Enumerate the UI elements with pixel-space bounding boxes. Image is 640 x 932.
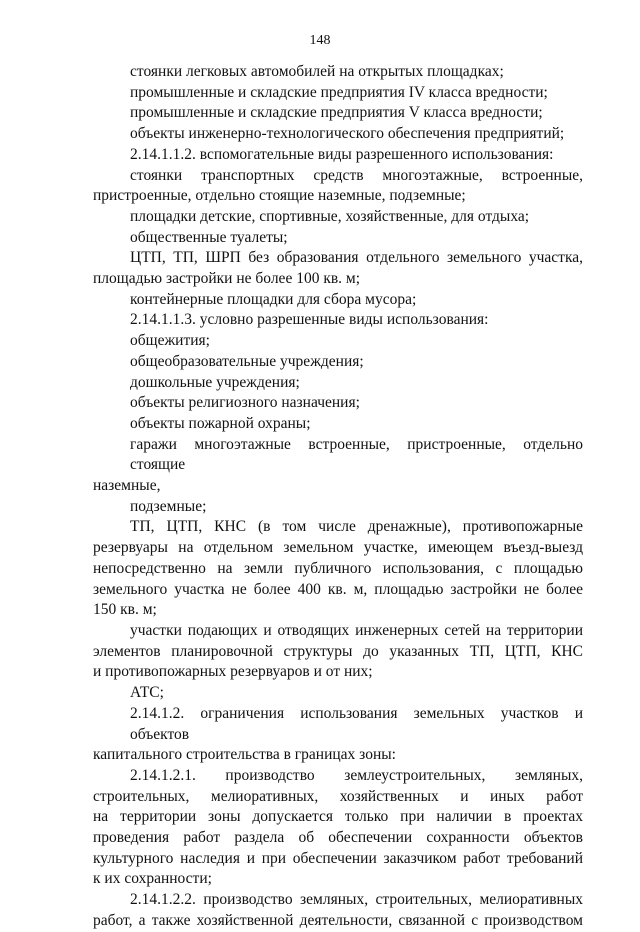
text-line: и противопожарных резервуаров и от них; <box>93 663 373 681</box>
text-line: ЦТП, ТП, ШРП без образования отдельного земельного участка, <box>130 249 583 267</box>
text-line: стоянки легковых автомобилей на открытых площадках; <box>130 63 504 80</box>
text-line: АТС; <box>130 684 164 702</box>
text-line: строительных, мелиоративных, хозяйственных и иных работ <box>93 787 583 805</box>
text-line: объекты инженерно-технологического обеспечения предприятий; <box>130 125 565 143</box>
text-line: промышленные и складские предприятия V класса вредности; <box>130 104 543 122</box>
text-line: элементов планировочной структуры до указанных ТП, ЦТП, КНС <box>93 642 583 660</box>
text-line: стоянки транспортных средств многоэтажные, встроенные, <box>130 166 583 184</box>
text-line: общежития; <box>130 332 210 350</box>
text-line: общественные туалеты; <box>130 228 288 246</box>
text-line: площадью застройки не более 100 кв. м; <box>93 270 361 288</box>
text-line: земельного участка не более 400 кв. м, площадью застройки не более <box>93 580 583 598</box>
text-line: ТП, ЦТП, КНС (в том числе дренажные), противопожарные <box>130 518 583 536</box>
text-line: объекты пожарной охраны; <box>130 414 311 432</box>
text-line: пристроенные, отдельно стоящие наземные, подземные; <box>93 187 466 205</box>
text-line: проведения работ раздела об обеспечении сохранности объектов <box>93 829 583 847</box>
text-line: промышленные и складские предприятия IV класса вредности; <box>130 83 548 101</box>
text-line: 2.14.1.2.1. производство землеустроительных, земляных, <box>130 766 583 784</box>
text-line: к их сохранности; <box>93 870 212 888</box>
text-line: объекты религиозного назначения; <box>130 394 360 412</box>
page-number: 148 <box>309 33 331 48</box>
text-line: 150 кв. м; <box>93 601 157 619</box>
text-line: культурного наследия и при обеспечении заказчиком работ требований <box>93 849 583 867</box>
text-line: резервуары на отдельном земельном участке, имеющем въезд-выезд <box>93 539 583 557</box>
text-line: участки подающих и отводящих инженерных сетей на территории <box>130 621 583 639</box>
text-line: общеобразовательные учреждения; <box>130 352 364 370</box>
text-line: подземные; <box>130 497 207 515</box>
document-body <box>93 62 583 932</box>
text-line: 2.14.1.2.2. производство земляных, строительных, мелиоративных <box>130 891 583 909</box>
text-line: наземные, <box>93 477 161 495</box>
text-line: дошкольные учреждения; <box>130 373 300 391</box>
text-line: гаражи многоэтажные встроенные, пристроенные, отдельно стоящие <box>130 435 583 474</box>
text-line: капитального строительства в границах зоны: <box>93 746 396 764</box>
text-line: площадки детские, спортивные, хозяйственные, для отдыха; <box>130 207 530 225</box>
text-line: на территории зоны допускается только при наличии в проектах <box>93 808 583 826</box>
text-line: работ, а также хозяйственной деятельности, связанной с производством <box>93 911 583 929</box>
text-line: 2.14.1.1.2. вспомогательные виды разрешенного использования: <box>130 145 554 163</box>
text-line: контейнерные площадки для сбора мусора; <box>130 290 417 308</box>
text-line: 2.14.1.2. ограничения использования земельных участков и объектов <box>130 704 583 743</box>
text-line: 2.14.1.1.3. условно разрешенные виды использования: <box>130 311 489 329</box>
text-line: непосредственно на земли публичного использования, с площадью <box>93 559 583 577</box>
